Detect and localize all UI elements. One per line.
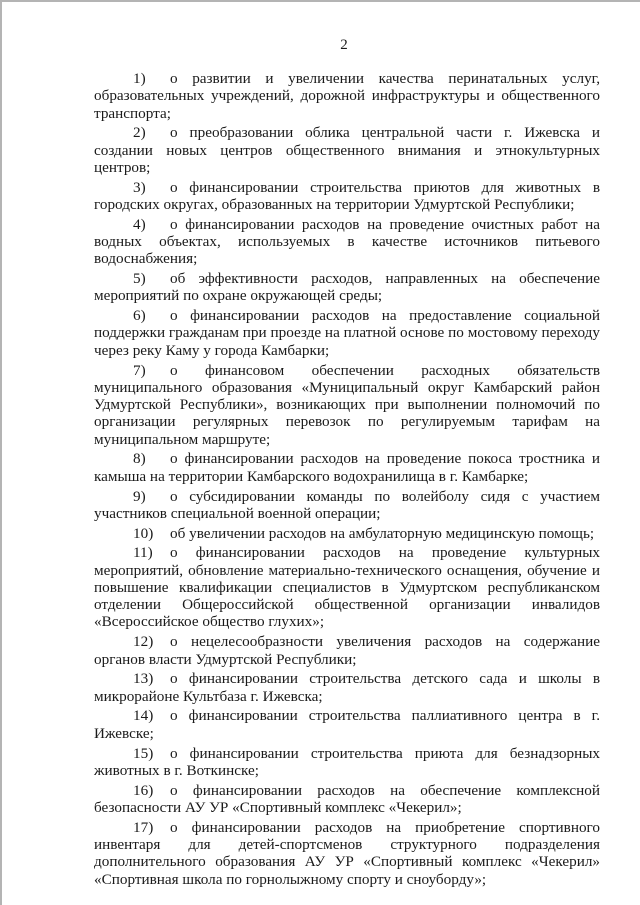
item-text: о финансировании строительства паллиативного центра в г. Ижевске; <box>94 707 600 742</box>
list-item <box>94 450 600 485</box>
item-text: о развитии и увеличении качества перинатальных услуг, образовательных учреждений, дорожной инфраструктуры и общественного транспорта; <box>94 70 600 122</box>
item-text: о финансировании расходов на предоставление социальной поддержки гражданам при проезде на платной основе по мостовому переходу через реку Каму у города Камбарки; <box>94 307 600 359</box>
item-number: 4) <box>133 215 146 233</box>
item-number: 11) <box>133 544 153 562</box>
item-text: о финансировании расходов на проведение культурных мероприятий, обновление материально-технического оснащения, обучение и повышение квалификации специалистов в Удмуртском республиканском отделении Общероссийской общественной организации инвалидов «Всероссийское общество глухих»; <box>94 544 600 631</box>
item-number: 7) <box>133 361 146 379</box>
item-number: 10) <box>133 524 154 542</box>
list-item <box>94 782 600 817</box>
list-item <box>94 362 600 448</box>
item-text: о финансировании расходов на проведение покоса тростника и камыша на территории Камбарского водохранилища в г. Камбарке; <box>94 450 600 485</box>
list-item <box>94 307 600 359</box>
list-item <box>94 544 600 630</box>
item-text: об эффективности расходов, направленных на обеспечение мероприятий по охране окружающей среды; <box>94 270 600 305</box>
page-number: 2 <box>340 37 348 53</box>
item-text: о нецелесообразности увеличения расходов на содержание органов власти Удмуртской Республики; <box>94 633 600 668</box>
item-text: о финансировании расходов на проведение очистных работ на водных объектах, используемых в качестве источников питьевого водоснабжения; <box>94 215 600 268</box>
item-number: 1) <box>133 70 146 87</box>
item-text: о финансировании расходов на приобретение спортивного инвентаря для детей-спортсменов структурного подразделения дополнительного образования АУ УР «Спортивный комплекс «Чекерил» «Спортивная школа по горнолыжному спорту и сноуборду»; <box>94 818 600 888</box>
list-item <box>94 70 600 122</box>
list-item <box>94 670 600 705</box>
list-item <box>94 216 600 268</box>
list-item <box>94 488 600 523</box>
item-text: об увеличении расходов на амбулаторную медицинскую помощь; <box>170 524 595 542</box>
item-number: 15) <box>133 744 154 762</box>
item-text: о финансировании строительства детского сада и школы в микрорайоне Культбаза г. Ижевска; <box>94 670 600 705</box>
item-number: 3) <box>133 178 146 196</box>
list-item <box>94 745 600 780</box>
item-number: 16) <box>133 781 154 799</box>
item-text: о финансовом обеспечении расходных обязательств муниципального образования «Муниципальный округ Камбарский район Удмуртской Республики», возникающих при выполнении полномочий по организации регулярных перевозок по регулируемым тарифам на муниципальном маршруте; <box>94 361 600 448</box>
document-body <box>94 70 600 890</box>
list-item <box>94 633 600 668</box>
item-number: 6) <box>133 307 146 325</box>
list-item <box>94 525 600 542</box>
list-item <box>94 179 600 214</box>
item-number: 9) <box>133 487 146 505</box>
item-text: о финансировании строительства приютов для животных в городских округах, образованных на территории Удмуртской Республики; <box>94 178 600 213</box>
item-text: о финансировании строительства приюта для безнадзорных животных в г. Воткинске; <box>94 744 600 779</box>
item-number: 5) <box>133 270 146 288</box>
item-number: 14) <box>133 707 154 725</box>
item-text: о преобразовании облика центральной части г. Ижевска и создании новых центров общественного внимания и этнокультурных центров; <box>94 124 600 176</box>
list-item <box>94 819 600 888</box>
item-number: 8) <box>133 450 146 468</box>
item-number: 13) <box>133 670 154 688</box>
list-item <box>94 270 600 305</box>
item-text: о субсидировании команды по волейболу сидя с участием участников специальной военной операции; <box>94 487 600 522</box>
item-number: 2) <box>133 124 146 142</box>
item-number: 12) <box>133 633 154 651</box>
item-text: о финансировании расходов на обеспечение комплексной безопасности АУ УР «Спортивный комплекс «Чекерил»; <box>94 781 600 816</box>
list-item <box>94 707 600 742</box>
list-item <box>94 124 600 176</box>
item-number: 17) <box>133 818 154 836</box>
